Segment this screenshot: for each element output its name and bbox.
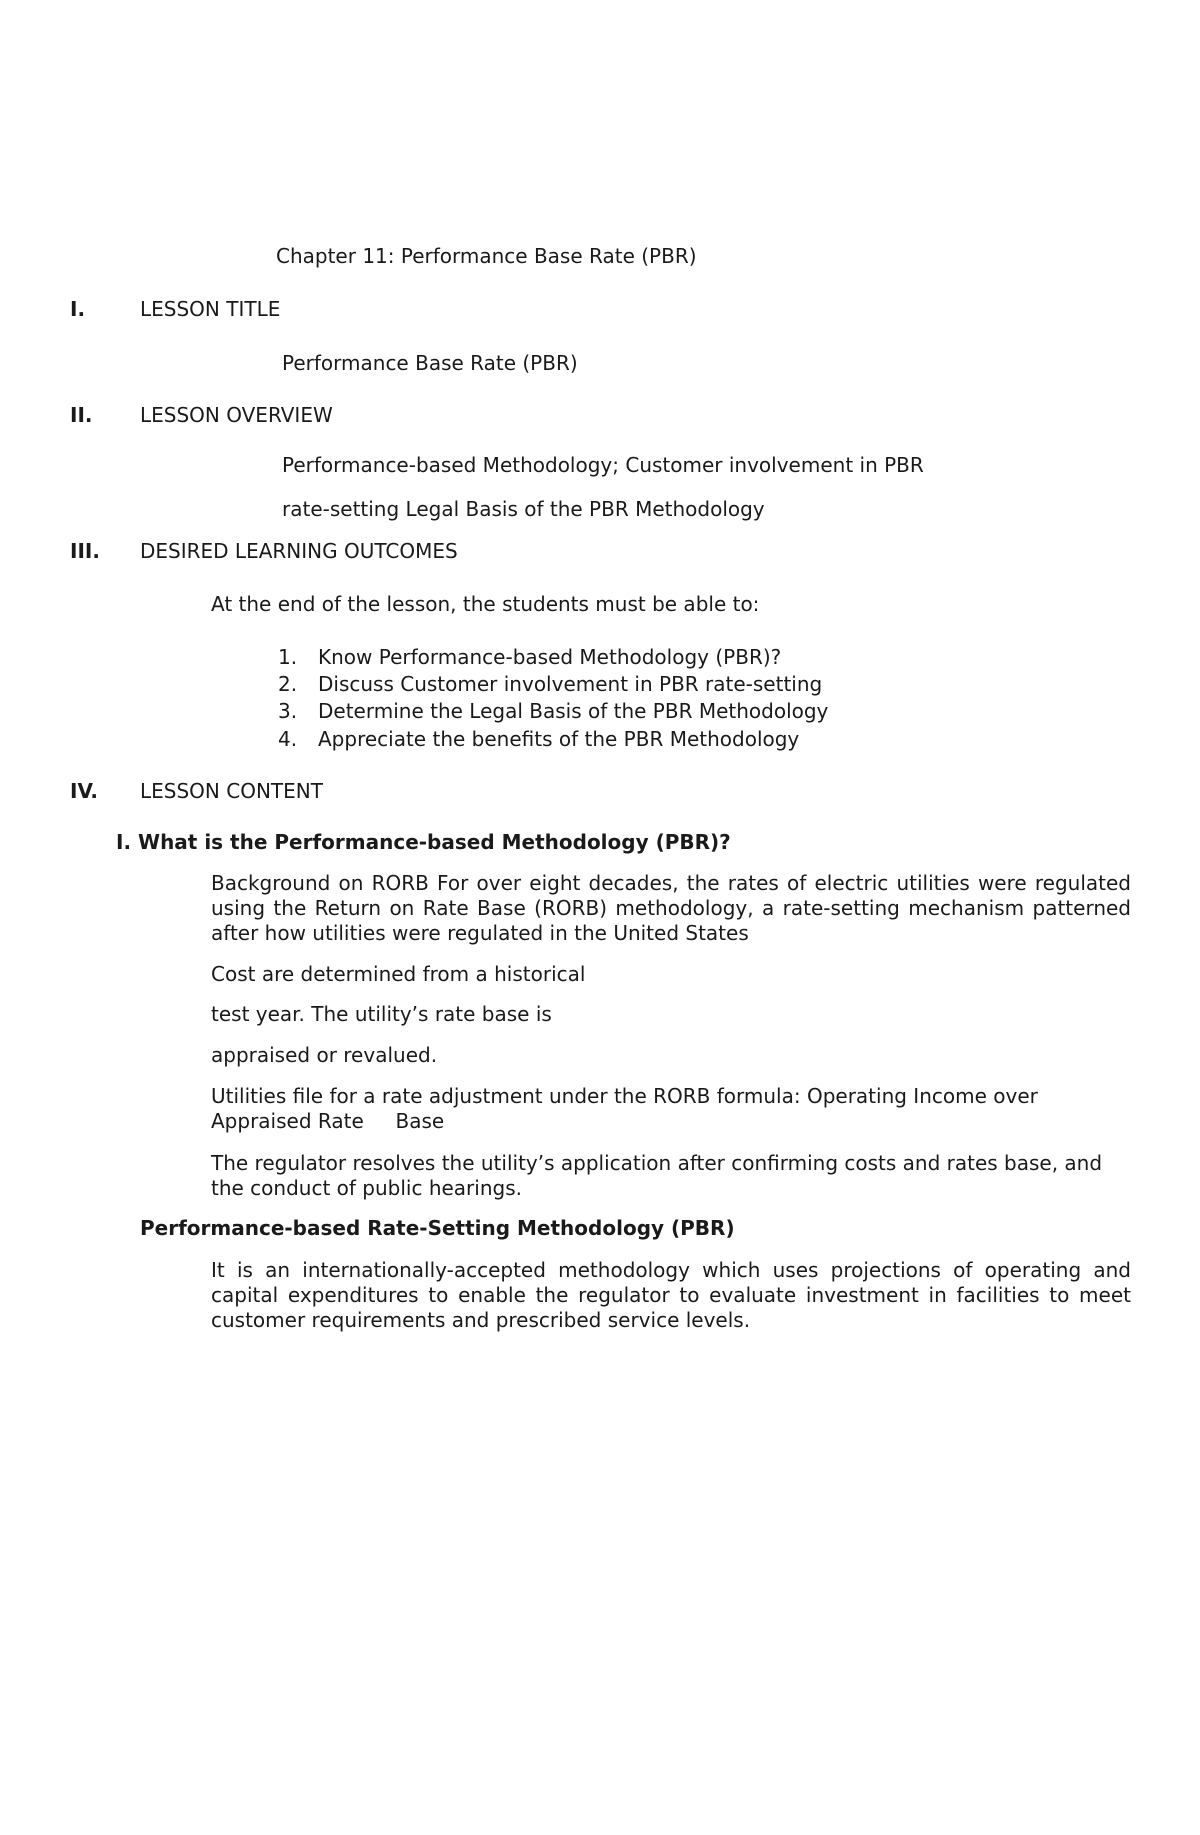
subsection-1-heading: I. What is the Performance-based Methodology (PBR)? <box>116 830 731 854</box>
list-item-text: Discuss Customer involvement in PBR rate-setting <box>318 672 823 696</box>
subsection-2-heading: Performance-based Rate-Setting Methodology (PBR) <box>140 1216 735 1240</box>
overview-line-1: Performance-based Methodology; Customer involvement in PBR <box>282 453 924 477</box>
paragraph-pbr-definition: It is an internationally-accepted methodology which uses projections of operating and capital expenditures to enable the regulator to evaluate investment in facilities to meet customer requirements and prescribed service levels. <box>211 1258 1131 1332</box>
list-item <box>278 727 799 751</box>
overview-line-2: rate-setting Legal Basis of the PBR Methodology <box>282 497 765 521</box>
section-1-numeral: I. <box>70 297 86 321</box>
list-item <box>278 699 828 723</box>
list-item-number: 1. <box>278 645 298 669</box>
list-item-text: Appreciate the benefits of the PBR Methodology <box>318 727 800 751</box>
section-1-heading: LESSON TITLE <box>140 297 281 321</box>
list-item-text: Know Performance-based Methodology (PBR)? <box>318 645 782 669</box>
paragraph-appraised: appraised or revalued. <box>211 1043 438 1067</box>
paragraph-test-year: test year. The utility’s rate base is <box>211 1002 552 1026</box>
list-item-text: Determine the Legal Basis of the PBR Methodology <box>318 699 829 723</box>
chapter-title: Chapter 11: Performance Base Rate (PBR) <box>276 244 697 268</box>
section-4-heading: LESSON CONTENT <box>140 779 323 803</box>
paragraph-utilities: Utilities file for a rate adjustment under the RORB formula: Operating Income over Appraised Rate Base <box>211 1084 1045 1133</box>
section-3-heading: DESIRED LEARNING OUTCOMES <box>140 539 458 563</box>
list-item <box>278 645 781 669</box>
paragraph-background: Background on RORB For over eight decades, the rates of electric utilities were regulated using the Return on Rate Base (RORB) methodology, a rate-setting mechanism patterned after how utilities were regulated in the United States <box>211 871 1131 945</box>
section-2-heading: LESSON OVERVIEW <box>140 403 333 427</box>
section-4-numeral: IV. <box>70 779 98 803</box>
list-item-number: 3. <box>278 699 298 723</box>
list-item <box>278 672 822 696</box>
paragraph-cost: Cost are determined from a historical <box>211 962 586 986</box>
list-item-number: 2. <box>278 672 298 696</box>
section-2-numeral: II. <box>70 403 93 427</box>
lesson-title-text: Performance Base Rate (PBR) <box>282 351 578 375</box>
section-3-numeral: III. <box>70 539 100 563</box>
paragraph-regulator: The regulator resolves the utility’s application after confirming costs and rates base, and the conduct of public hearings. <box>211 1151 1103 1200</box>
outcomes-intro: At the end of the lesson, the students must be able to: <box>211 592 760 616</box>
list-item-number: 4. <box>278 727 298 751</box>
